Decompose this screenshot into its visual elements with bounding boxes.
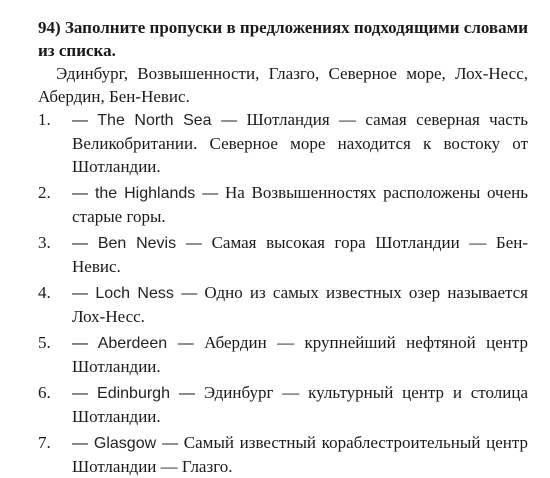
item-answer: — Aberdeen — — [72, 335, 194, 352]
item-text — [72, 381, 528, 428]
item-sentence: Самая высокая гора Шотландии — Бен-Невис. — [72, 233, 528, 276]
item-text — [72, 231, 528, 278]
item-text — [72, 431, 528, 478]
item-sentence: Шотландия — самая северная часть Великобритании. Северное море находится к востоку от Шотландии. — [72, 110, 529, 176]
item-sentence: Одно из самых известных озер называется Лох-Несс. — [72, 283, 529, 326]
list-item — [38, 431, 528, 478]
item-answer: — the Highlands — — [72, 185, 219, 202]
item-answer: — Loch Ness — — [72, 285, 198, 302]
item-sentence: Самый известный кораблестроительный центр Шотландии — Глазго. — [72, 433, 529, 476]
item-number: 7. — [38, 433, 51, 452]
item-number: 3. — [38, 233, 51, 252]
list-item — [38, 331, 528, 378]
answer-list — [38, 108, 528, 478]
item-answer: — Edinburgh — — [72, 385, 195, 402]
item-answer: — Glasgow — — [72, 435, 179, 452]
list-item — [38, 231, 528, 278]
item-answer: — The North Sea — — [72, 112, 238, 129]
list-item — [38, 381, 528, 428]
item-number: 6. — [38, 383, 51, 402]
item-number: 4. — [38, 283, 51, 302]
item-number: 2. — [38, 183, 51, 202]
item-text — [72, 181, 528, 228]
item-sentence: Абердин — крупнейший нефтяной центр Шотландии. — [72, 333, 528, 376]
item-text — [72, 331, 528, 378]
item-answer: — Ben Nevis — — [72, 235, 202, 252]
list-item — [38, 281, 528, 328]
list-item — [38, 181, 528, 228]
item-sentence: Эдинбург — культурный центр и столица Шотландии. — [72, 383, 528, 426]
list-item — [38, 108, 528, 178]
word-bank: Эдинбург, Возвышенности, Глазго, Северное море, Лох-Несс, Абердин, Бен-Невис. — [38, 64, 528, 106]
item-sentence: На Возвышенностях расположены очень старые горы. — [72, 183, 528, 226]
item-text — [72, 281, 528, 328]
item-number: 1. — [38, 110, 51, 129]
exercise-heading: 94) Заполните пропуски в предложениях подходящими словами из списка. — [38, 18, 528, 60]
item-number: 5. — [38, 333, 51, 352]
item-text — [72, 108, 528, 178]
